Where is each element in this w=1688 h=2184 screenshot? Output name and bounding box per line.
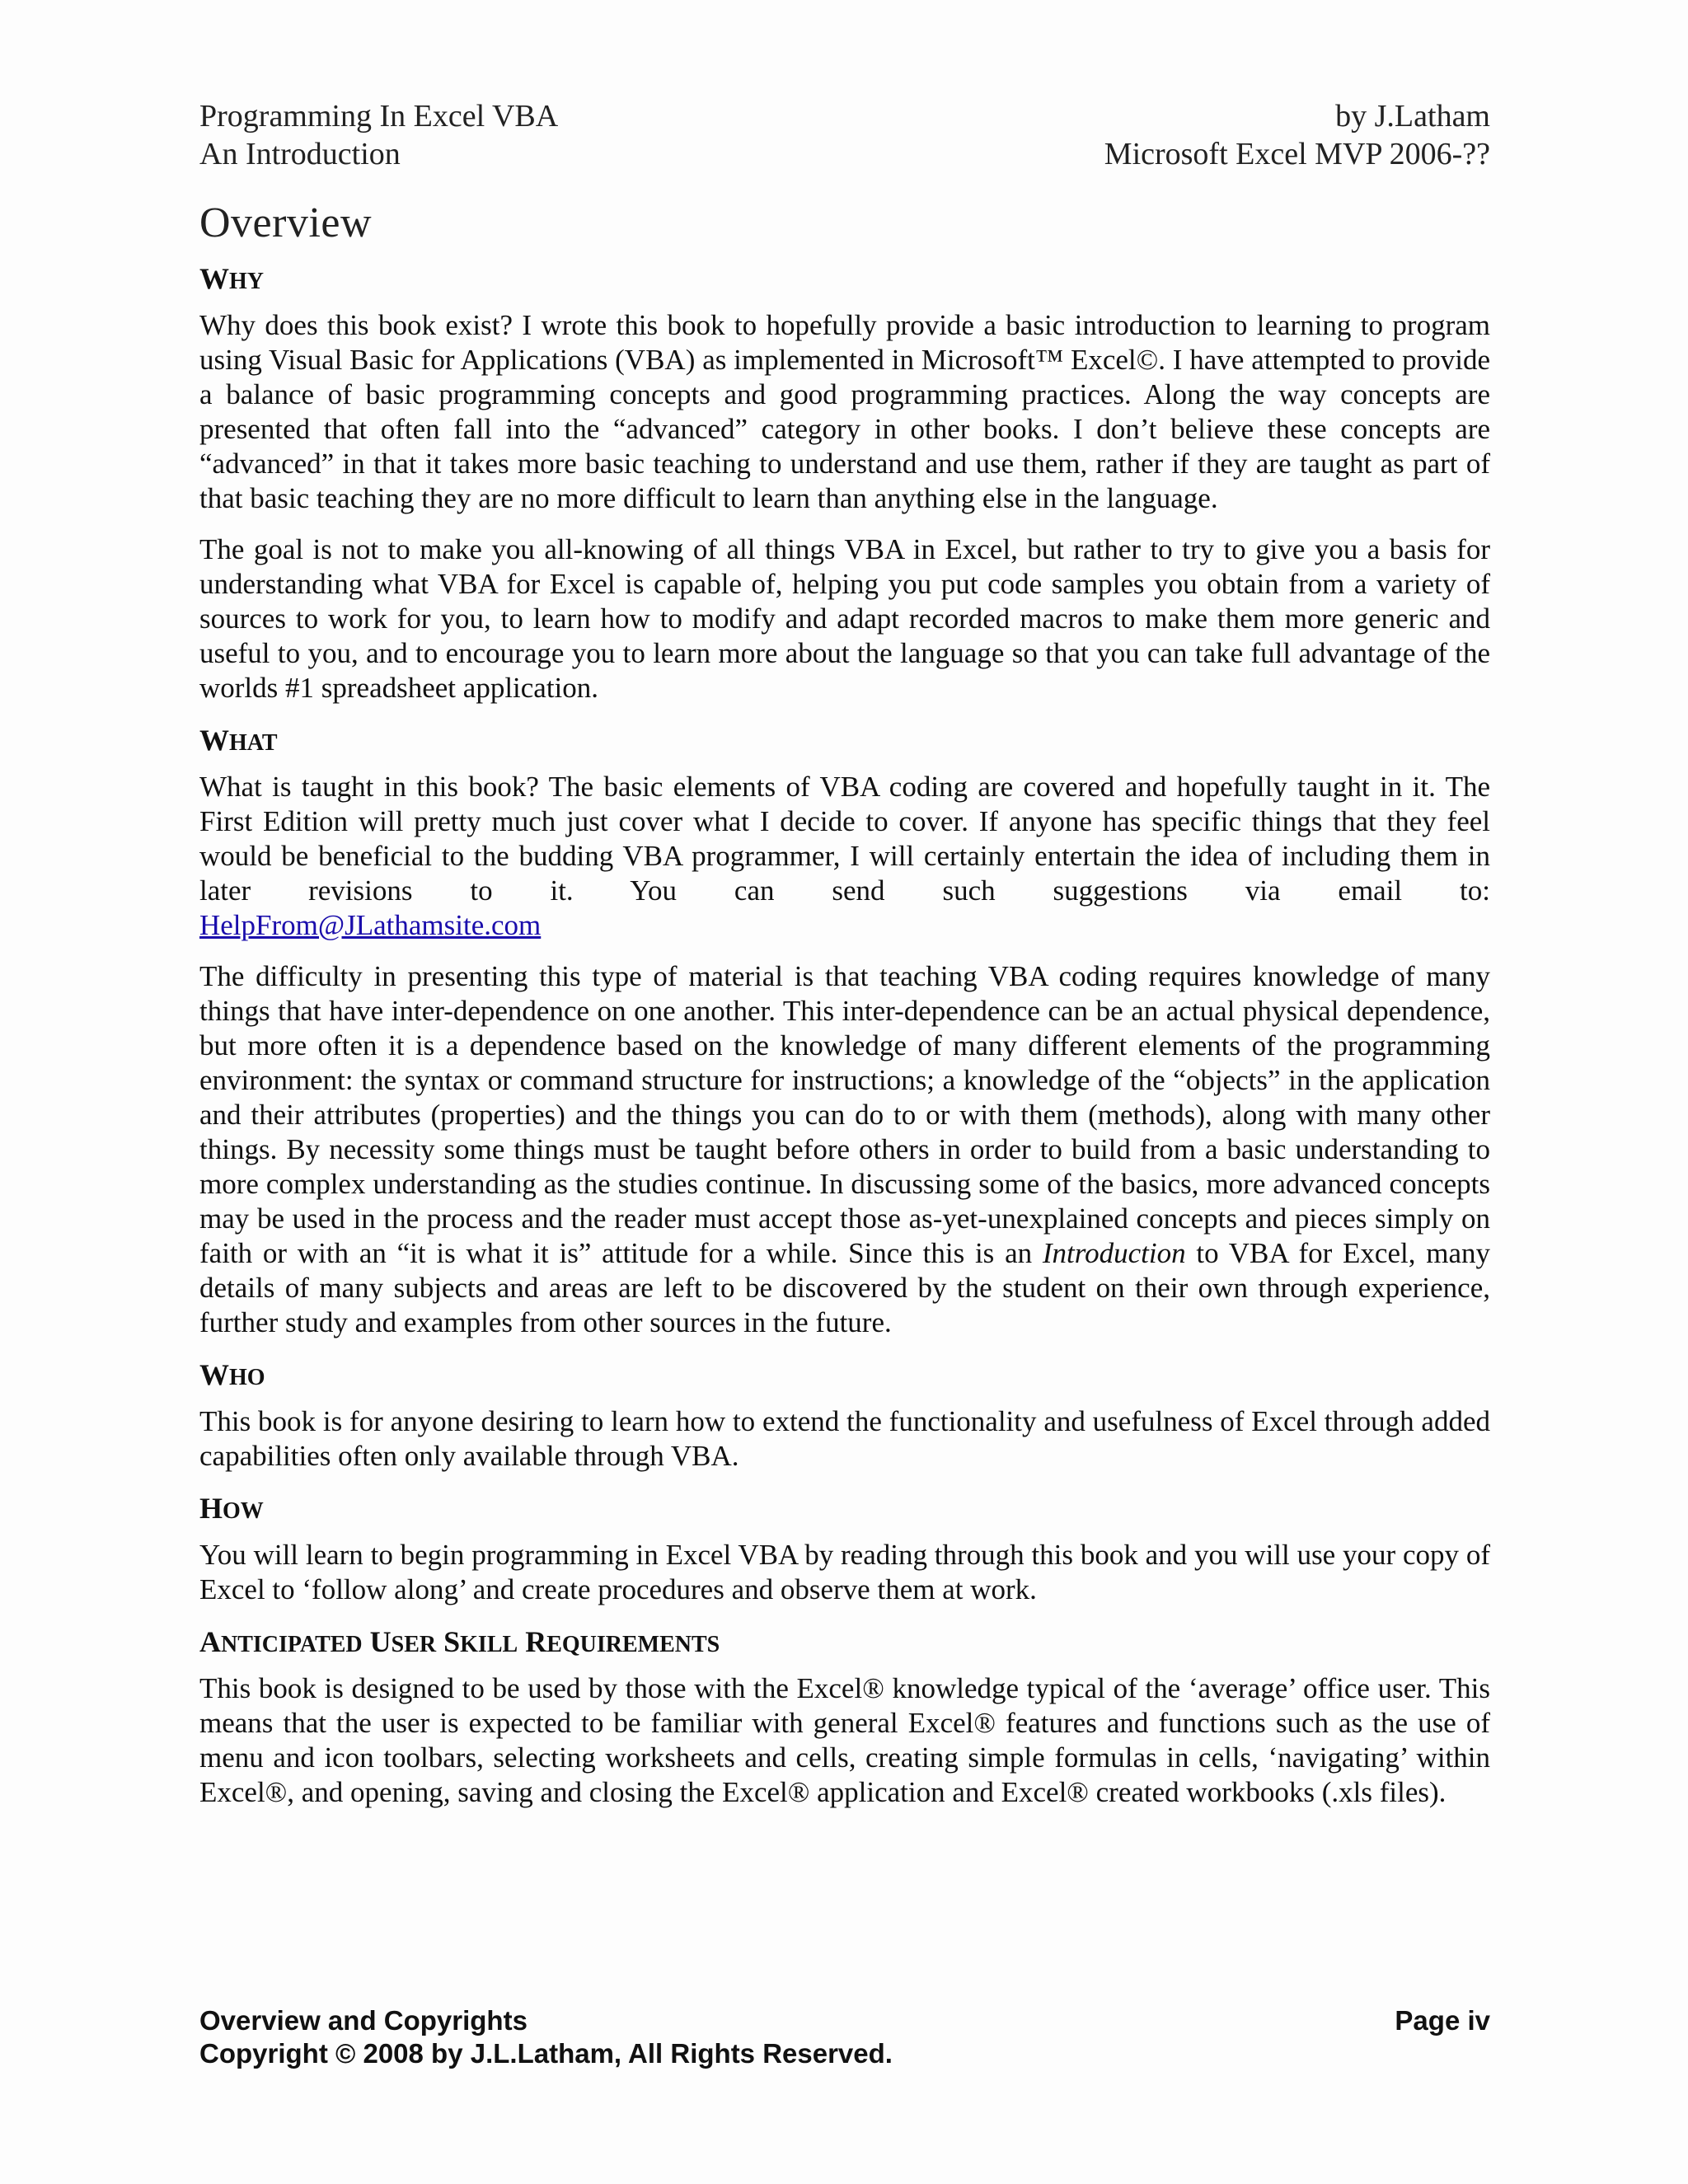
copyright-notice: Copyright © 2008 by J.L.Latham, All Rights Reserved. — [199, 2038, 893, 2069]
page-footer — [199, 2004, 1490, 2070]
author-name: by J.Latham — [1335, 99, 1490, 134]
section-heading-how: HOW — [199, 1492, 264, 1525]
introduction-italic: Introduction — [1042, 1237, 1186, 1269]
why-paragraph-1: Why does this book exist? I wrote this book to hopefully provide a basic introduction to learning to program using Visual Basic for Applications (VBA) as implemented in Microsoft™ Excel©. I have attempted to provide a balance of basic programming concepts and good programming practices. Along the way concepts are presented that often fall into the “advanced” category in other books. I don’t believe these concepts are “advanced” in that it takes more basic teaching to understand and use them, rather if they are taught as part of that basic teaching they are no more difficult to learn than anything else in the language. — [199, 309, 1490, 514]
footer-row-1 — [199, 2004, 1490, 2037]
what-email-line — [199, 908, 1490, 943]
author-credential: Microsoft Excel MVP 2006-?? — [1104, 137, 1490, 171]
who-paragraph: This book is for anyone desiring to learn how to extend the functionality and usefulness of Excel through added capabilities often only available through VBA. — [199, 1405, 1490, 1472]
document-page — [199, 97, 1490, 1826]
section-heading-what: WHAT — [199, 724, 278, 757]
running-header-row-2 — [199, 135, 1490, 173]
book-subtitle: An Introduction — [199, 137, 401, 171]
how-paragraph: You will learn to begin programming in Excel VBA by reading through this book and you will use your copy of Excel to ‘follow along’ and create procedures and observe them at work. — [199, 1539, 1490, 1605]
book-title: Programming In Excel VBA — [199, 99, 559, 134]
footer-section-name: Overview and Copyrights — [199, 2005, 528, 2036]
why-paragraph-2: The goal is not to make you all-knowing of all things VBA in Excel, but rather to try to give you a basis for understanding what VBA for Excel is capable of, helping you put code samples you obtain from a variety of sources to work for you, to learn how to modify and adapt recorded macros to make them more generic and useful to you, and to encourage you to learn more about the language so that you can take full advantage of the worlds #1 spreadsheet application. — [199, 533, 1490, 704]
skills-paragraph: This book is designed to be used by those with the Excel® knowledge typical of the ‘average’ office user. This means that the user is expected to be familiar with general Excel® features and functions such as the use of menu and icon toolbars, selecting worksheets and cells, creating simple formulas in cells, ‘navigating’ within Excel®, and opening, saving and closing the Excel® application and Excel® created workbooks (.xls files). — [199, 1672, 1490, 1808]
section-heading-why: WHY — [199, 262, 264, 295]
section-heading-skill-requirements: ANTICIPATED USER SKILL REQUIREMENTS — [199, 1625, 720, 1658]
what-paragraph-2: The difficulty in presenting this type of material is that teaching VBA coding requires knowledge of many things that have inter-dependence on one another. This inter-dependence can be an actual physical dependence, but more often it is a dependence based on the knowledge of many different elements of the programming environment: the syntax or command structure for instructions; a knowledge of the “objects” in the application and their attributes (properties) and the things you can do to or with them (methods), along with many other things. By necessity some things must be taught before others in order to build from a basic understanding to more complex understanding as the studies continue. In discussing some of the basics, more advanced concepts may be used in the process and the reader must accept those as-yet-unexplained concepts and pieces simply on faith or with an “it is what it is” attitude for a while. Since this is an Introduction to VBA for Excel, many details of many subjects and areas are left to be discovered by the student on their own through experience, further study and examples from other sources in the future. — [199, 960, 1490, 1338]
what-paragraph-1: What is taught in this book? The basic elements of VBA coding are covered and hopefully taught in it. The First Edition will pretty much just cover what I decide to cover. If anyone has specific things that they feel would be beneficial to the budding VBA programmer, I will certainly entertain the idea of including them in later revisions to it. You can send such suggestions via email to: — [199, 771, 1490, 907]
running-header-row-1 — [199, 97, 1490, 135]
section-heading-who: WHO — [199, 1358, 265, 1391]
email-link[interactable]: HelpFrom@JLathamsite.com — [199, 909, 542, 941]
page-title: Overview — [199, 199, 373, 246]
page-number: Page iv — [1395, 2005, 1490, 2036]
